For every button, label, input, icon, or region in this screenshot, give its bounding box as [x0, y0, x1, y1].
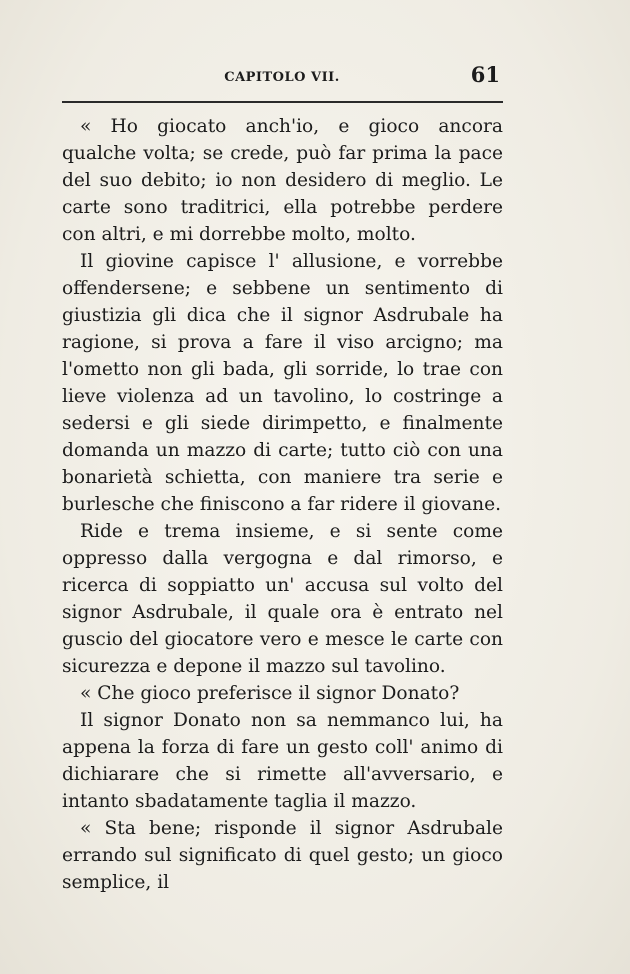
paragraph: « Che gioco preferisce il signor Donato?	[80, 683, 460, 704]
paragraph: « Sta bene; risponde il signor Asdrubale errando sul significato di quel gesto; un gioco semplice, il	[62, 818, 503, 893]
body-text	[62, 113, 503, 896]
paragraph: Il giovine capisce l' allusione, e vorrebbe offendersene; e sebbene un sentimento di giustizia gli dica che il signor Asdrubale ha ragione, si prova a fare il viso arcigno; ma l'ometto non gli bada, gli sorride, lo trae con lieve violenza ad un tavolino, lo costringe a sedersi e gli siede dirimpetto, e finalmente domanda un mazzo di carte; tutto ciò con una bonarietà schietta, con maniere tra serie e burlesche che finiscono a far ridere il giovane.	[62, 251, 503, 515]
header-rule	[62, 101, 503, 103]
chapter-title: CAPITOLO VII.	[224, 70, 340, 85]
paragraph: Ride e trema insieme, e si sente come oppresso dalla vergogna e dal rimorso, e ricerca di soppiatto un' accusa sul volto del signor Asdrubale, il quale ora è entrato nel guscio del giocatore vero e mesce le carte con sicurezza e depone il mazzo sul tavolino.	[62, 521, 503, 677]
paragraph: Il signor Donato non sa nemmanco lui, ha appena la forza di fare un gesto coll' animo di dichiarare che si rimette all'avversario, e intanto sbadatamente taglia il mazzo.	[62, 710, 503, 812]
page-number: 61	[470, 62, 500, 87]
paragraph: « Ho giocato anch'io, e gioco ancora qualche volta; se crede, può far prima la pace del suo debito; io non desidero di meglio. Le carte sono traditrici, ella potrebbe perdere con altri, e mi dorrebbe molto, molto.	[62, 116, 503, 245]
running-header	[62, 62, 502, 96]
